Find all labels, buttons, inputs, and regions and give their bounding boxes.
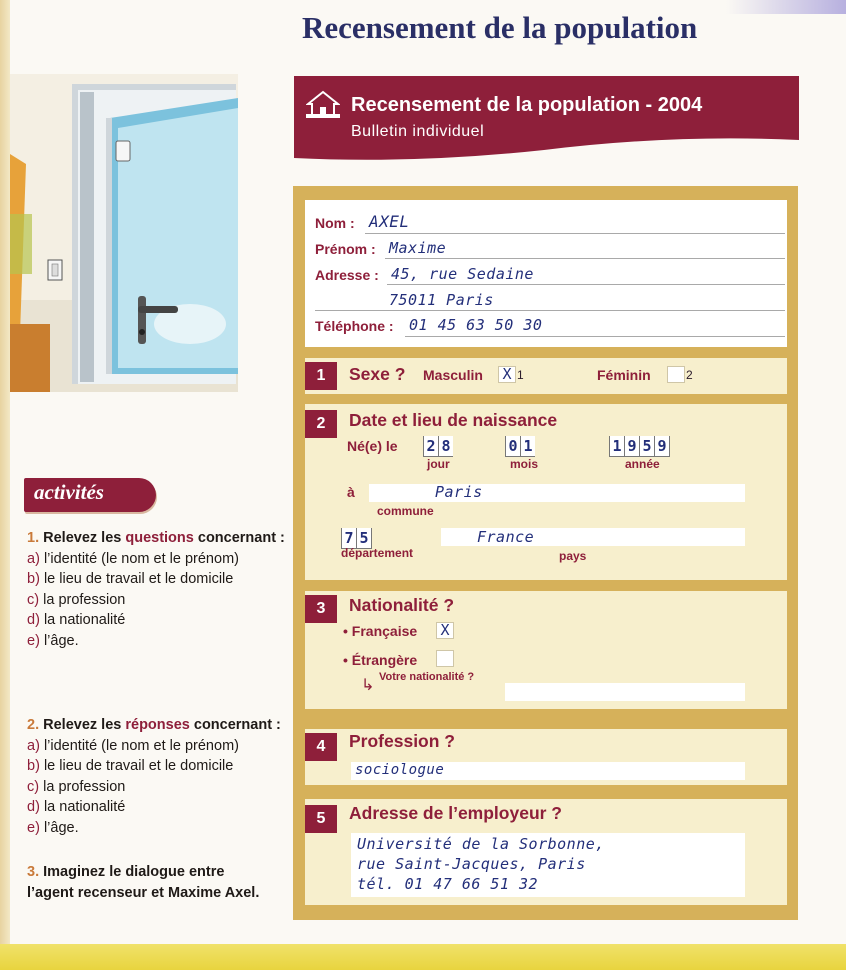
nom-line	[365, 233, 785, 234]
page-corner-decoration	[726, 0, 846, 14]
employeur-line3: tél. 01 47 66 51 32	[357, 875, 539, 893]
activity-3-text1: Imaginez le dialogue entre	[43, 864, 225, 880]
list-item: c) la profession	[27, 778, 126, 795]
activity-1-pre: Relevez les	[43, 530, 122, 546]
jour-digit[interactable]: 8	[438, 436, 453, 457]
profession-value: sociologue	[355, 762, 445, 778]
arrow-icon: ↳	[361, 677, 375, 694]
annee-digit[interactable]: 9	[654, 436, 670, 457]
telephone-line	[405, 336, 785, 337]
adresse-line2[interactable]: 75011 Paris	[389, 291, 494, 309]
masculin-label: Masculin	[423, 367, 483, 383]
activities-badge	[24, 478, 156, 512]
nationalite-title: Nationalité ?	[349, 595, 455, 615]
list-item: d) la nationalité	[27, 612, 126, 628]
etrangere-checkbox[interactable]	[436, 650, 454, 667]
jour-label: jour	[427, 457, 450, 471]
section-profession	[305, 729, 787, 785]
nom-value[interactable]: AXEL	[369, 212, 410, 231]
form-header	[294, 76, 799, 162]
adresse-label: Adresse :	[315, 267, 379, 283]
list-item: d) la nationalité	[27, 799, 126, 815]
employeur-line1: Université de la Sorbonne,	[357, 835, 605, 853]
mois-digit[interactable]: 1	[520, 436, 535, 457]
annee-digit[interactable]: 5	[639, 436, 654, 457]
departement-label: département	[341, 546, 414, 560]
list-item: a) l’identité (le nom et le prénom)	[27, 737, 239, 754]
activity-2-instruction	[27, 715, 307, 736]
activity-3-number: 3.	[27, 864, 40, 880]
masculin-checkbox[interactable]: X	[498, 366, 516, 383]
page-title: Recensement de la population	[302, 10, 698, 45]
ne-le-label: Né(e) le	[347, 438, 398, 454]
activities-badge-label: activités	[34, 480, 104, 504]
activity-2-number: 2.	[27, 717, 40, 733]
annee-digit[interactable]: 1	[609, 436, 624, 457]
annee-digit[interactable]: 9	[624, 436, 639, 457]
form-header-banner	[294, 76, 799, 162]
profession-title: Profession ?	[349, 731, 455, 751]
form-title: Recensement de la population - 2004	[351, 94, 703, 116]
nationalite-field[interactable]	[505, 683, 745, 701]
house-icon	[306, 90, 340, 120]
activity-1-post: concernant :	[197, 530, 285, 546]
jour-digit[interactable]: 2	[423, 436, 438, 457]
pays-value: France	[477, 528, 535, 546]
prenom-line	[385, 258, 785, 259]
section-employeur	[305, 799, 787, 905]
activity-1-number: 1.	[27, 530, 40, 546]
list-item: c) la profession	[27, 591, 126, 608]
page-gutter	[0, 0, 10, 970]
feminin-code: 2	[686, 368, 693, 382]
prenom-label: Prénom :	[315, 241, 376, 257]
activity-2-post: concernant :	[193, 717, 281, 733]
adresse-line1[interactable]: 45, rue Sedaine	[391, 265, 534, 283]
mois-label: mois	[510, 457, 539, 471]
section-number: 3	[305, 595, 337, 623]
identity-panel	[305, 200, 787, 347]
section-nationalite	[305, 591, 787, 709]
list-item: b) le lieu de travail et le domicile	[27, 758, 234, 774]
section-sexe	[305, 358, 787, 394]
feminin-label: Féminin	[597, 367, 651, 383]
prenom-value[interactable]: Maxime	[389, 239, 447, 257]
commune-value: Paris	[435, 483, 483, 501]
telephone-label: Téléphone :	[315, 318, 394, 334]
activity-2	[27, 715, 307, 838]
list-item: a) l’identité (le nom et le prénom)	[27, 550, 239, 567]
activity-2-pre: Relevez les	[43, 717, 122, 733]
commune-field[interactable]	[369, 484, 745, 502]
etrangere-label: • Étrangère	[343, 652, 418, 668]
census-form	[293, 186, 798, 920]
section-number: 1	[305, 362, 337, 390]
votre-nationalite-label: Votre nationalité ?	[379, 671, 475, 683]
telephone-value[interactable]: 01 45 63 50 30	[409, 316, 543, 334]
activity-3-line2: l’agent recenseur et Maxime Axel.	[27, 884, 260, 901]
section-number: 4	[305, 733, 337, 761]
naissance-title: Date et lieu de naissance	[349, 410, 558, 430]
door-illustration	[10, 74, 238, 392]
section-number: 2	[305, 410, 337, 438]
mois-digit[interactable]: 0	[505, 436, 520, 457]
adresse-line2-rule	[315, 310, 785, 311]
form-subtitle: Bulletin individuel	[351, 123, 485, 140]
departement-digit[interactable]: 7	[341, 528, 356, 549]
activity-1-keyword: questions	[125, 530, 194, 546]
adresse-line	[387, 284, 785, 285]
francaise-checkbox[interactable]: X	[436, 622, 454, 639]
feminin-checkbox[interactable]	[667, 366, 685, 383]
activity-2-keyword: réponses	[125, 717, 190, 733]
sexe-title: Sexe ?	[349, 364, 406, 384]
a-label: à	[347, 484, 355, 500]
employeur-line2: rue Saint-Jacques, Paris	[357, 855, 586, 873]
list-item: e) l’âge.	[27, 632, 79, 649]
list-item: e) l’âge.	[27, 819, 79, 836]
employeur-title: Adresse de l’employeur ?	[349, 803, 562, 823]
departement-digit[interactable]: 5	[356, 528, 372, 549]
commune-label: commune	[377, 504, 434, 518]
page-bottom-strip	[0, 944, 846, 970]
nom-label: Nom :	[315, 215, 355, 231]
annee-label: année	[625, 457, 660, 471]
list-item: b) le lieu de travail et le domicile	[27, 571, 234, 587]
activity-3-line1	[27, 862, 307, 883]
activity-3	[27, 862, 307, 903]
masculin-code: 1	[517, 368, 524, 382]
section-naissance	[305, 404, 787, 580]
pays-label: pays	[559, 549, 587, 563]
activity-1	[27, 528, 307, 651]
francaise-label: • Française	[343, 623, 418, 639]
activity-1-instruction	[27, 528, 307, 549]
section-number: 5	[305, 805, 337, 833]
